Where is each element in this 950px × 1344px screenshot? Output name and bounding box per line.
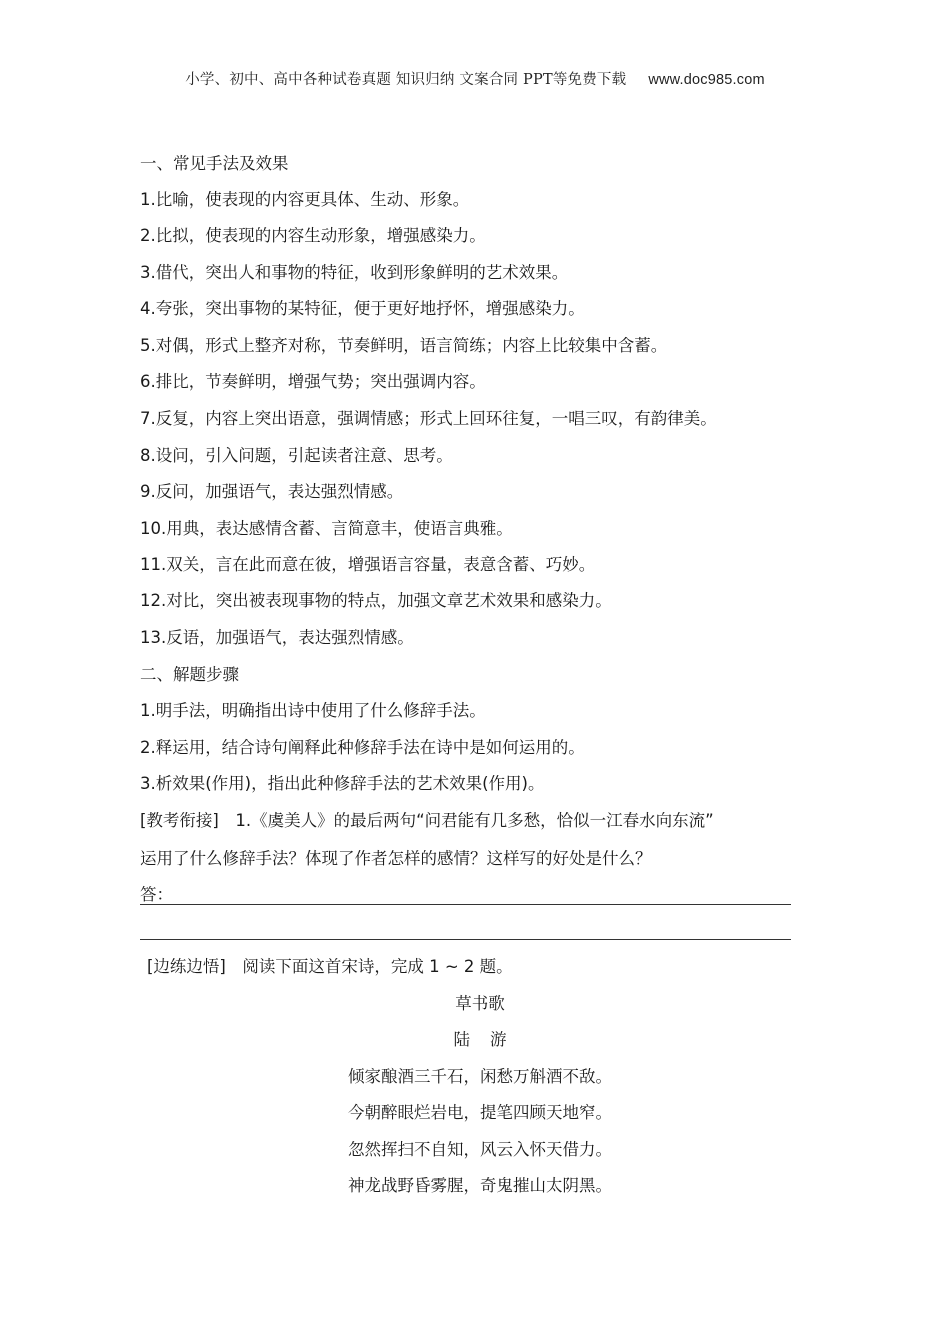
technique-item-1: 1.比喻，使表现的内容更具体、生动、形象。	[140, 190, 470, 209]
practice-intro: [边练边悟] 阅读下面这首宋诗，完成 1 ~ 2 题。	[147, 957, 513, 976]
answer-line-2[interactable]	[140, 939, 791, 940]
step-item-1: 1.明手法，明确指出诗中使用了什么修辞手法。	[140, 701, 486, 720]
section2-heading: 二、解题步骤	[140, 665, 239, 684]
poem-line-4: 神龙战野昏雾腥，奇鬼摧山太阴黑。	[348, 1176, 612, 1195]
poem-line-3: 忽然挥扫不自知，风云入怀天借力。	[348, 1140, 612, 1159]
technique-item-12: 12.对比，突出被表现事物的特点，加强文章艺术效果和感染力。	[140, 591, 612, 610]
answer-line-1[interactable]	[140, 904, 791, 905]
header-site: www.doc985.com	[648, 72, 765, 88]
header-title: 小学、初中、高中各种试卷真题 知识归纳 文案合同 PPT等免费下载	[185, 72, 627, 88]
technique-item-8: 8.设问，引入问题，引起读者注意、思考。	[140, 446, 453, 465]
technique-item-3: 3.借代，突出人和事物的特征，收到形象鲜明的艺术效果。	[140, 263, 569, 282]
question-line-1: [教考衔接] 1.《虞美人》的最后两句“问君能有几多愁，恰似一江春水向东流”	[140, 811, 714, 830]
technique-item-4: 4.夸张，突出事物的某特征，便于更好地抒怀，增强感染力。	[140, 299, 585, 318]
poem-line-2: 今朝醉眼烂岩电，提笔四顾天地窄。	[348, 1103, 612, 1122]
answer-label: 答：	[140, 885, 173, 904]
technique-item-5: 5.对偶，形式上整齐对称，节奏鲜明，语言简练；内容上比较集中含蓄。	[140, 336, 668, 355]
poem-line-1: 倾家酿酒三千石，闲愁万斛酒不敌。	[348, 1067, 612, 1086]
section1-heading: 一、常见手法及效果	[140, 154, 289, 173]
technique-item-9: 9.反问，加强语气，表达强烈情感。	[140, 482, 404, 501]
page-header	[0, 68, 950, 89]
technique-item-11: 11.双关，言在此而意在彼，增强语言容量，表意含蓄、巧妙。	[140, 555, 596, 574]
author-given: 游	[490, 1030, 507, 1049]
poem-author	[140, 1029, 820, 1051]
step-item-3: 3.析效果(作用)，指出此种修辞手法的艺术效果(作用)。	[140, 774, 545, 793]
technique-item-6: 6.排比，节奏鲜明，增强气势；突出强调内容。	[140, 372, 486, 391]
poem-title: 草书歌	[455, 994, 505, 1013]
technique-item-13: 13.反语，加强语气，表达强烈情感。	[140, 628, 414, 647]
technique-item-10: 10.用典，表达感情含蓄、言简意丰，使语言典雅。	[140, 519, 513, 538]
author-surname: 陆	[453, 1030, 470, 1049]
step-item-2: 2.释运用，结合诗句阐释此种修辞手法在诗中是如何运用的。	[140, 738, 585, 757]
question-line-2: 运用了什么修辞手法？体现了作者怎样的感情？这样写的好处是什么？	[140, 849, 652, 868]
technique-item-2: 2.比拟，使表现的内容生动形象，增强感染力。	[140, 226, 486, 245]
technique-item-7: 7.反复，内容上突出语意，强调情感；形式上回环往复，一唱三叹，有韵律美。	[140, 409, 717, 428]
